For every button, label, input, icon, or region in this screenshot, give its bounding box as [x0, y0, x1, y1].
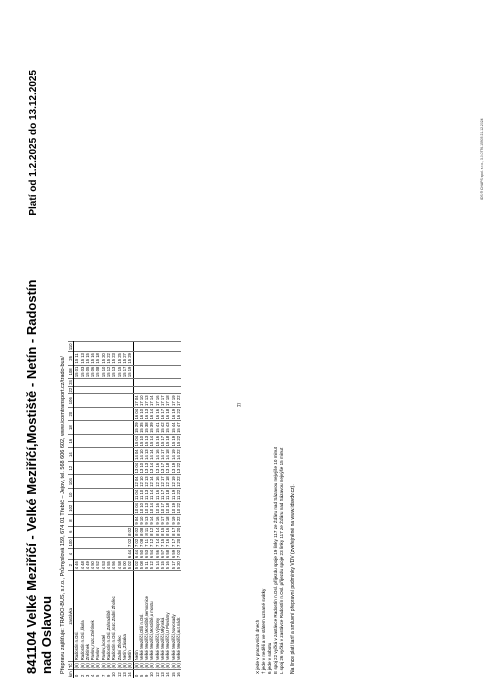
note-line: X jede v pracovních dnech — [255, 619, 260, 674]
departure-time: 7 08 — [138, 538, 144, 547]
tc-header: Tč — [68, 663, 73, 669]
departure-time: 6 44 — [133, 549, 139, 559]
stop-km: 12 — [117, 670, 122, 678]
stop-row — [176, 342, 181, 678]
stop-name: Radostín n.Osl.,škola — [80, 571, 85, 662]
departure-time: 7 14 — [154, 538, 160, 547]
trip-number-header: 102 — [68, 502, 74, 515]
stop-name: Netín,,Zásaka — [122, 571, 127, 662]
departure-time: 13 13 — [144, 462, 150, 474]
stop-km: 10 — [111, 670, 116, 678]
departure-time: 7 02 — [127, 538, 133, 547]
departure-time: 15 10 — [100, 366, 106, 378]
departure-time: 8 17 — [170, 527, 176, 536]
departure-time: 9 16 — [154, 516, 160, 525]
departure-time: 15 05 — [84, 366, 90, 378]
departure-time: 15 18 — [165, 435, 171, 447]
stop-km: 10 — [149, 670, 154, 678]
departure-time: 15 13 — [144, 435, 150, 447]
departure-time: 5 00 — [121, 561, 127, 570]
trip-number-header: 104 — [68, 475, 74, 488]
departure-time: 7 11 — [144, 538, 150, 547]
departure-time: 13 16 — [154, 462, 160, 474]
stop-name: Radostín n.Osl. — [74, 571, 80, 662]
note-line: † jede v neděli a ve státem uznané svátky — [261, 588, 266, 674]
departure-time: 14 16 — [154, 449, 160, 460]
stop-tc: (6) — [116, 663, 122, 669]
departure-time: 4 52 — [95, 561, 101, 570]
departure-time: 9 13 — [144, 516, 150, 525]
departure-time: 9 10 — [138, 516, 144, 525]
departure-time: 15 19 — [170, 435, 176, 447]
stop-header: zastávka — [68, 571, 74, 662]
departure-time: 5 02 — [133, 561, 139, 570]
departure-time: 6 59 — [170, 549, 176, 559]
departure-time: 16 18 — [165, 408, 171, 420]
trip-number-header: 6 — [68, 526, 74, 537]
departure-time: 15 08 — [95, 366, 101, 378]
departure-time — [176, 379, 181, 387]
departure-time: 17 10 — [138, 395, 144, 406]
departure-time: 12 19 — [170, 476, 176, 487]
stop-name: Velké Meziříčí,Mostiště,nemocnice — [144, 571, 149, 662]
departure-time: 15 39 — [149, 422, 155, 433]
departure-time: 8 08 — [138, 527, 144, 536]
departure-time: 12 13 — [144, 476, 150, 487]
departure-time: 15 15 — [84, 353, 90, 364]
departure-time — [176, 352, 181, 365]
stop-name: Pavlov,,kostel — [101, 571, 106, 662]
departure-time: 17 22 — [175, 395, 181, 406]
stop-km: 5 — [95, 670, 100, 678]
stop-km: 3 — [85, 670, 90, 678]
departure-time: 15 01 — [74, 366, 80, 378]
departure-time: 13 22 — [175, 462, 181, 474]
trip-number-header: 100 — [68, 537, 74, 548]
departure-time: 15 42 — [160, 422, 166, 433]
stop-km: 5 — [139, 670, 144, 678]
departure-time: 14 10 — [138, 449, 144, 460]
departure-time: 16 16 — [154, 408, 160, 420]
departure-time: 17 19 — [170, 395, 176, 406]
departure-time: 15 11 — [74, 353, 80, 364]
departure-time: 10 19 — [170, 503, 176, 514]
stop-name: Velké Meziříčí,Mostiště,u mostu — [149, 571, 154, 662]
stop-name: Znětínek — [85, 571, 90, 662]
departure-time — [176, 386, 181, 394]
departure-time: 15 25 — [116, 353, 122, 364]
departure-time: 15 03 — [79, 366, 85, 378]
departure-time: 15 18 — [95, 353, 101, 364]
stop-name: Radostín n.Osl.,Zahradiště — [106, 571, 111, 662]
trip-number-header: 24 — [68, 380, 73, 385]
departure-time: 16 17 — [160, 408, 166, 420]
stop-km: 0 — [133, 670, 139, 678]
departure-time: 12 18 — [165, 476, 171, 487]
note-line: 6 jede v sobotu — [267, 642, 272, 674]
departure-time — [176, 365, 181, 378]
departure-time: 14 14 — [149, 449, 155, 460]
departure-time: 5 17 — [170, 561, 176, 570]
departure-time: 15 43 — [165, 422, 171, 433]
departure-time: 15 20 — [100, 353, 106, 364]
trip-number-header: 110 — [68, 343, 73, 351]
departure-time: 15 14 — [149, 435, 155, 447]
stop-tc: (6) — [121, 663, 127, 669]
departure-time: 10 22 — [175, 503, 181, 514]
departure-time: 8 12 — [149, 527, 155, 536]
stop-km: 7 — [101, 670, 106, 678]
departure-time: 13 04 — [133, 462, 139, 474]
departure-time: 12 14 — [149, 476, 155, 487]
departure-time: 16 13 — [144, 408, 150, 420]
trip-number-header: 22 — [68, 387, 73, 393]
departure-time: 15 22 — [175, 435, 181, 447]
departure-time: 10 16 — [154, 503, 160, 514]
departure-time: 15 13 — [79, 353, 85, 364]
departure-time: 10 04 — [133, 503, 139, 514]
page-title: 841104 Velké Meziříčí - Velké Meziříčí,Mostiště - Netín - Radostín nad Oslavou — [24, 279, 54, 674]
departure-time: 8 02 — [133, 527, 139, 536]
departure-time: 7 16 — [165, 538, 171, 547]
departure-time: 15 17 — [121, 366, 127, 378]
departure-time: 6 53 — [144, 549, 150, 559]
departure-time: 5 02 — [127, 561, 133, 570]
stop-km: 9 — [106, 670, 111, 678]
departure-time: 15 27 — [121, 353, 127, 364]
trip-number-header: 10 — [68, 488, 74, 501]
departure-time: 9 18 — [165, 516, 171, 525]
departure-time: 15 16 — [90, 353, 96, 364]
departure-time: 16 10 — [138, 408, 144, 420]
departure-time: 15 16 — [154, 435, 160, 447]
departure-time: 4 48 — [79, 561, 85, 570]
departure-time: 15 06 — [90, 366, 96, 378]
stop-name: Velké Meziříčí,Mlýnská — [160, 571, 165, 662]
departure-time: 7 02 — [133, 538, 139, 547]
stop-km: 13 — [122, 670, 127, 678]
departure-time: 8 20 — [175, 527, 181, 536]
stop-name: Netín — [133, 571, 139, 662]
stop-tc: (6) — [111, 663, 117, 669]
departure-time: 8 14 — [154, 527, 160, 536]
departure-time: 4 53 — [100, 561, 106, 570]
departure-time: 7 20 — [175, 538, 181, 547]
trip-number-header: 4 — [68, 548, 74, 559]
departure-time: 8 16 — [165, 527, 171, 536]
stop-km: 12 — [155, 670, 160, 678]
departure-time: 8 02 — [127, 527, 133, 536]
trip-number-header: 14 — [68, 448, 74, 461]
departure-time: 11 04 — [133, 489, 139, 501]
stop-km: 0 — [74, 670, 80, 678]
departure-time: 4 58 — [116, 561, 122, 570]
departure-time: 12 22 — [175, 476, 181, 487]
departure-time: 7 12 — [149, 538, 155, 547]
departure-time: 16 19 — [170, 408, 176, 420]
departure-time: 17 14 — [149, 395, 155, 406]
departure-time: 7 15 — [160, 538, 166, 547]
departure-time: 15 23 — [111, 353, 117, 364]
stop-name: Netín — [127, 571, 133, 662]
departure-time: 5 20 — [175, 561, 181, 570]
stop-tc: (6) — [154, 663, 160, 669]
stop-name: Pavlov — [95, 571, 100, 662]
departure-time: 16 22 — [175, 408, 181, 420]
departure-time: 11 10 — [138, 489, 144, 501]
stop-tc: (6) — [144, 663, 150, 669]
departure-time: 11 22 — [175, 489, 181, 501]
departure-time: 13 17 — [160, 462, 166, 474]
departure-time: 14 18 — [165, 449, 171, 460]
departure-time: 11 16 — [154, 489, 160, 501]
stop-km: 9 — [144, 670, 149, 678]
departure-time: 5 11 — [144, 561, 150, 570]
trip-number-header: 108 — [68, 365, 74, 378]
departure-time: 14 04 — [133, 449, 139, 460]
timetable — [68, 66, 181, 678]
departure-time: 10 10 — [138, 503, 144, 514]
note-line: L spoj 26 vyčká v zastávce Radostín n.Osl. příjezdu spoje 23 linky 117 ze Žďáru nad Sázavou nejvýše 15 minut — [279, 447, 284, 674]
departure-time: 16 04 — [133, 408, 139, 420]
departure-time: 11 17 — [160, 489, 166, 501]
trip-number-header: 12 — [68, 461, 74, 474]
stop-tc: (6) — [149, 663, 155, 669]
trip-number-header: 2 — [68, 560, 74, 571]
departure-time: 12 16 — [154, 476, 160, 487]
departure-time: 7 17 — [170, 538, 176, 547]
departure-time: 14 19 — [170, 449, 176, 460]
departure-time: 15 12 — [106, 366, 112, 378]
departure-time: 6 57 — [160, 549, 166, 559]
departure-time: 17 13 — [144, 395, 150, 406]
stop-name: Velké Meziříčí,U Plovárny — [165, 571, 170, 662]
departure-time: 15 15 — [116, 366, 122, 378]
stop-name: Pavlov,,rozc.Znětínek — [90, 571, 95, 662]
stop-name: Velké Meziříčí,aut.nádr. — [176, 571, 181, 662]
departure-time: 9 17 — [160, 516, 166, 525]
departure-time: 6 54 — [149, 549, 155, 559]
departure-time: 15 22 — [106, 353, 112, 364]
departure-time: 10 17 — [160, 503, 166, 514]
departure-time: 17 04 — [133, 395, 139, 406]
departure-time: 8 15 — [160, 527, 166, 536]
departure-time: 11 19 — [170, 489, 176, 501]
departure-time: 15 41 — [154, 422, 160, 433]
stop-tc: (6) — [170, 663, 176, 669]
stop-tc: (6) — [84, 663, 90, 669]
stop-tc: (6) — [127, 663, 133, 669]
departure-time: 13 19 — [170, 462, 176, 474]
stop-km: 16 — [176, 670, 181, 678]
carrier-info: Přepravu zajišťuje: TRADO-BUS, s.r.o., Průmyslová 159, 674 01 Třebíč – Jejov, tel. 568 606 602, www.icomtransport.cz/trado-bus/ — [60, 356, 66, 674]
departure-time: 15 44 — [170, 422, 176, 433]
km-header: km — [68, 671, 73, 677]
departure-time: 5 15 — [160, 561, 166, 570]
departure-time: 8 11 — [144, 527, 150, 536]
departure-time — [176, 342, 181, 352]
departure-time: 17 17 — [160, 395, 166, 406]
departure-time: 15 29 — [127, 353, 133, 364]
stop-tc: (6) — [90, 663, 96, 669]
departure-time: 10 13 — [144, 503, 150, 514]
departure-time: 5 14 — [154, 561, 160, 570]
validity-period: Platí od 1.2.2025 do 13.12.2025 — [28, 70, 39, 216]
trip-number-header: 16 — [68, 434, 74, 447]
stop-name: Radostín n.Osl.,rozc.Zadní Zhořec — [111, 571, 116, 662]
departure-time: 15 47 — [175, 422, 181, 433]
stop-tc: (6) — [165, 663, 171, 669]
stop-tc: (6) — [95, 663, 101, 669]
tariff-footer: Na lince platí tarif a smluvní přepravní podmínky VDV (zveřejněné na www.idsvdv.cz). — [290, 484, 296, 674]
departure-time: 7 02 — [175, 549, 181, 559]
departure-time: 5 08 — [138, 561, 144, 570]
departure-time: 13 18 — [165, 462, 171, 474]
departure-time: 9 14 — [149, 516, 155, 525]
departure-time: 15 29 — [133, 422, 139, 433]
departure-time: 4 49 — [84, 561, 90, 570]
departure-time: 15 04 — [133, 435, 139, 447]
departure-time: 4 55 — [106, 561, 112, 570]
departure-time: 6 56 — [154, 549, 160, 559]
departure-time: 15 17 — [160, 435, 166, 447]
notes-section — [255, 74, 285, 674]
departure-time: 10 18 — [165, 503, 171, 514]
trip-number-header: 20 — [68, 407, 74, 420]
stop-name: Zadní Zhořec — [117, 571, 122, 662]
departure-time: 12 10 — [138, 476, 144, 487]
departure-time: 4 50 — [90, 561, 96, 570]
page-number: 7/ — [237, 402, 244, 408]
stop-tc: (6) — [175, 663, 181, 669]
departure-time: 11 14 — [149, 489, 155, 501]
trip-number-header: 18 — [68, 421, 74, 434]
stop-name: Velké Meziříčí,Novosady — [171, 571, 176, 662]
departure-time: 14 17 — [160, 449, 166, 460]
departure-time: 11 18 — [165, 489, 171, 501]
stop-tc: (6) — [138, 663, 144, 669]
departure-time: 5 16 — [165, 561, 171, 570]
stop-name: Velké Meziříčí,Olší n.Osl. — [139, 571, 144, 662]
departure-time: 12 17 — [160, 476, 166, 487]
stop-km: 4 — [90, 670, 95, 678]
departure-time: 15 35 — [138, 422, 144, 433]
trip-number-header: 8 — [68, 515, 74, 526]
stop-name: Velké Meziříčí,Výtopny — [155, 571, 160, 662]
departure-time: 10 14 — [149, 503, 155, 514]
departure-time: 15 10 — [138, 435, 144, 447]
stop-km: 14 — [165, 670, 170, 678]
stop-km: 13 — [160, 670, 165, 678]
departure-time: 6 44 — [127, 549, 133, 559]
stop-tc: (6) — [100, 663, 106, 669]
stop-tc: (6) — [160, 663, 166, 669]
departure-time: 16 14 — [149, 408, 155, 420]
trip-number-header: 26 — [68, 352, 74, 365]
departure-time: 15 13 — [111, 366, 117, 378]
departure-time: 15 19 — [127, 366, 133, 378]
departure-time: 9 22 — [175, 516, 181, 525]
departure-time: 5 12 — [149, 561, 155, 570]
stop-km: 14 — [127, 670, 133, 678]
departure-time: 11 13 — [144, 489, 150, 501]
timetable-page — [0, 50, 495, 700]
note-line: E spoj 22 vyčká v zastávce Radostín n.Osl. příjezdu spoje 19 linky 117 ze Žďáru nad Sázavou nejvýše 10 minut — [273, 447, 278, 674]
stop-km: 15 — [171, 670, 176, 678]
stop-tc: (6) — [79, 663, 85, 669]
stop-tc: (6) — [74, 663, 80, 669]
departure-time: 13 10 — [138, 462, 144, 474]
departure-time: 9 04 — [133, 516, 139, 525]
trip-number-header: 106 — [68, 394, 74, 407]
stop-tc: (6) — [106, 663, 112, 669]
departure-time: 17 18 — [165, 395, 171, 406]
departure-time: 4 46 — [74, 561, 80, 570]
departure-time: 6 50 — [138, 549, 144, 559]
departure-time: 4 56 — [111, 561, 117, 570]
departure-time: 14 22 — [175, 449, 181, 460]
departure-time: 12 04 — [133, 476, 139, 487]
departure-time: 13 14 — [149, 462, 155, 474]
departure-time: 15 38 — [144, 422, 150, 433]
departure-time: 17 16 — [154, 395, 160, 406]
stop-tc: (6) — [133, 663, 139, 669]
departure-time: 14 13 — [144, 449, 150, 460]
departure-time: 6 58 — [165, 549, 171, 559]
stop-km: 2 — [80, 670, 85, 678]
departure-time: 9 19 — [170, 516, 176, 525]
print-info: IDS ® CHAPS spol. s r.o., 3.0.0776.15905 21.12.2024 — [480, 118, 484, 200]
